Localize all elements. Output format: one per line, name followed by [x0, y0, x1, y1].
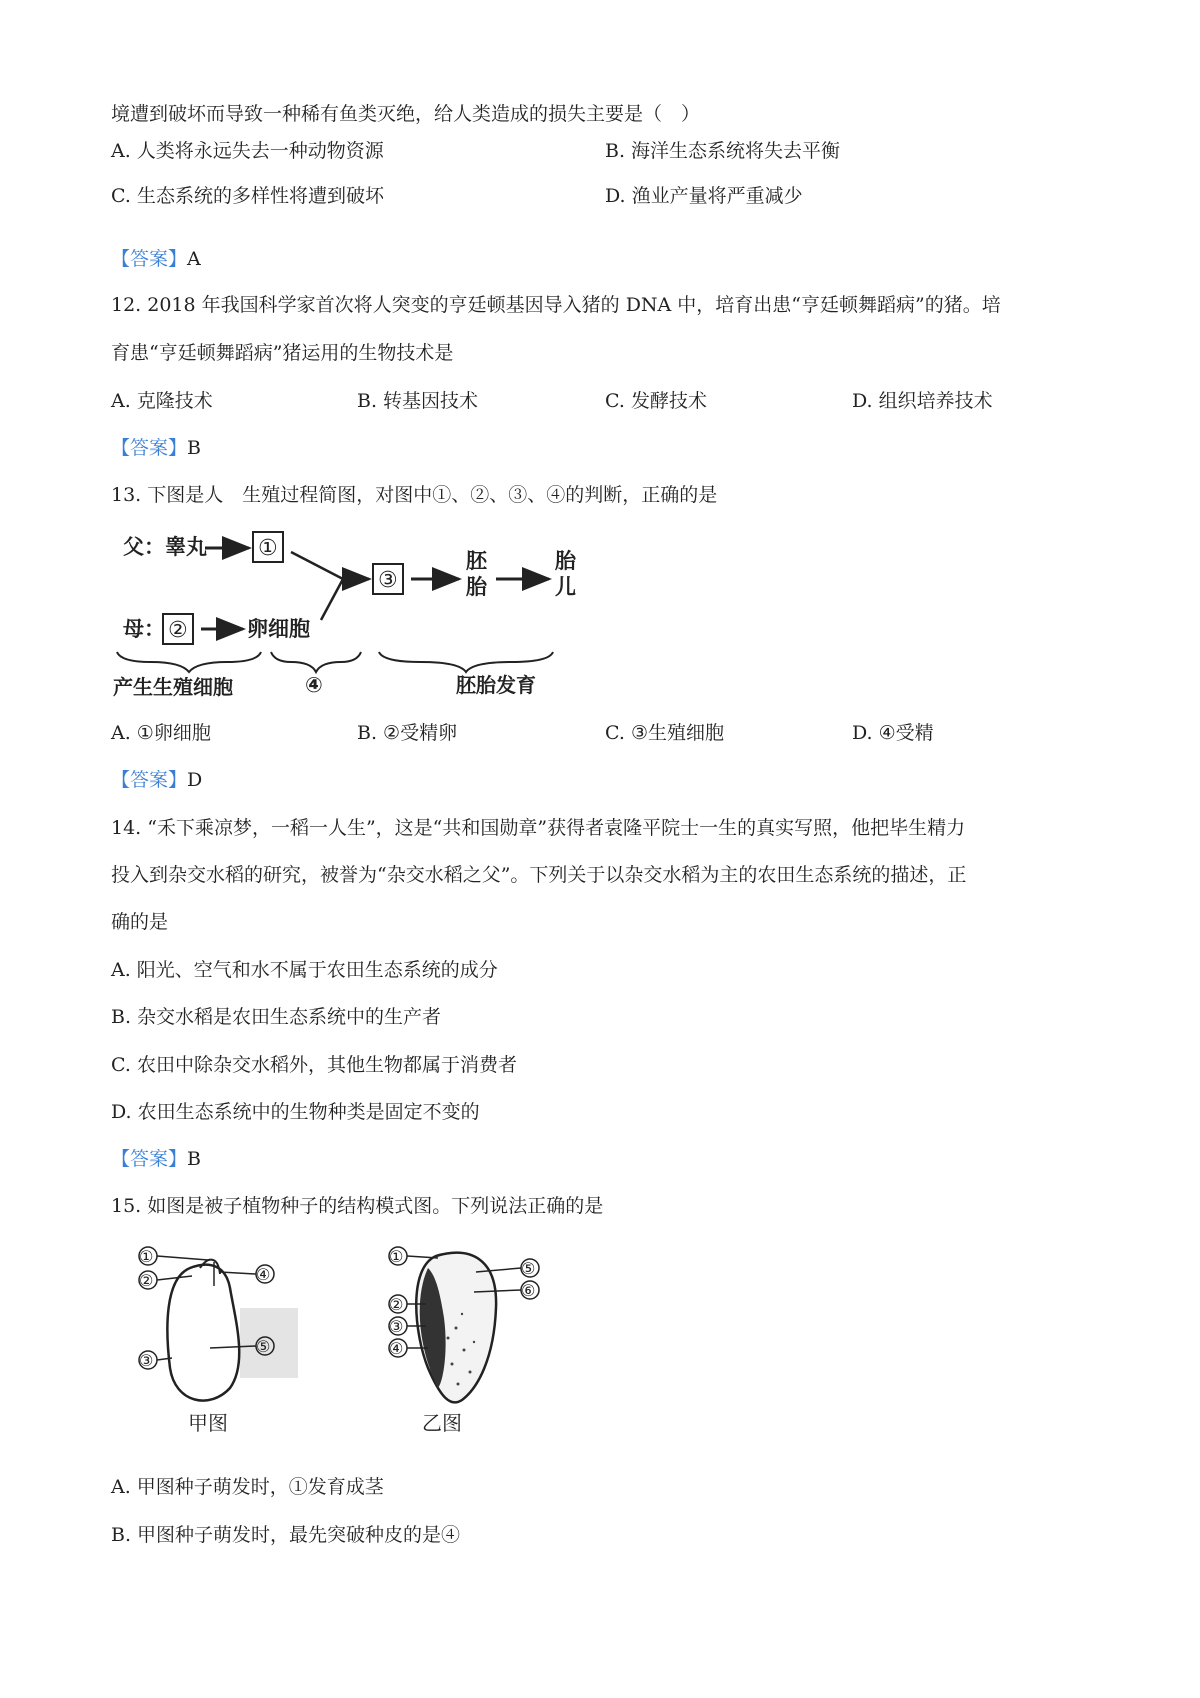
mother-label: 母： — [123, 617, 165, 641]
q14-option-d: D. 农田生态系统中的生物种类是固定不变的 — [111, 1101, 480, 1123]
reproduction-diagram — [111, 520, 591, 700]
q12-option-d: D. 组织培养技术 — [852, 390, 993, 412]
stage-2-label: ④ — [305, 673, 323, 697]
q14-stem-line2: 投入到杂交水稻的研究，被誉为“杂交水稻之父”。下列关于以杂交水稻为主的农田生态系统的描述，正 — [111, 864, 967, 886]
seed-figure-jia — [130, 1238, 300, 1438]
q12-option-c: C. 发酵技术 — [605, 390, 707, 412]
label-1: ① — [389, 1247, 404, 1266]
q15-option-a: A. 甲图种子萌发时，①发育成茎 — [111, 1476, 384, 1498]
fetus-char-2: 儿 — [555, 575, 576, 599]
q11-answer — [111, 246, 201, 272]
answer-tag: 【答案】 — [111, 437, 188, 459]
answer-value: A — [187, 248, 201, 270]
q12-option-b: B. 转基因技术 — [357, 390, 479, 412]
q15-stem: 15. 如图是被子植物种子的结构模式图。下列说法正确的是 — [111, 1195, 604, 1217]
label-2: ② — [389, 1295, 404, 1314]
q14-answer — [111, 1146, 201, 1172]
answer-value: B — [187, 1148, 201, 1170]
embryo-char-2: 胎 — [466, 575, 487, 599]
q14-stem-line1: 14. “禾下乘凉梦，一稻一人生”，这是“共和国勋章”获得者袁隆平院士一生的真实写照，他把毕生精力 — [111, 817, 966, 839]
bean-outline — [167, 1265, 239, 1401]
q14-option-b: B. 杂交水稻是农田生态系统中的生产者 — [111, 1006, 442, 1028]
stage-1-label: 产生生殖细胞 — [113, 675, 233, 699]
q11-option-a: A. 人类将永远失去一种动物资源 — [111, 140, 384, 162]
label-1: ① — [139, 1247, 154, 1266]
seed-caption-jia: 甲图 — [188, 1411, 228, 1435]
label-1: ① — [258, 536, 278, 561]
label-4: ④ — [256, 1265, 271, 1284]
answer-tag: 【答案】 — [111, 248, 188, 270]
q13-answer — [111, 767, 202, 793]
label-3: ③ — [389, 1317, 404, 1336]
q12-answer — [111, 435, 201, 461]
q11-option-c: C. 生态系统的多样性将遭到破坏 — [111, 185, 384, 207]
label-3: ③ — [378, 568, 398, 593]
label-4: ④ — [389, 1339, 404, 1358]
q11-stem-tail: 境遭到破坏而导致一种稀有鱼类灭绝，给人类造成的损失主要是（ ） — [111, 103, 701, 125]
brace-2 — [271, 652, 361, 672]
q13-stem: 13. 下图是人 生殖过程简图，对图中①、②、③、④的判断，正确的是 — [111, 484, 718, 506]
label-5: ⑤ — [521, 1259, 536, 1278]
stage-3-label: 胚胎发育 — [456, 673, 536, 697]
label-6: ⑥ — [521, 1281, 536, 1300]
q13-option-c: C. ③生殖细胞 — [605, 722, 724, 744]
q15-option-b: B. 甲图种子萌发时，最先突破种皮的是④ — [111, 1524, 461, 1546]
q11-option-d: D. 渔业产量将严重减少 — [605, 185, 803, 207]
label-3: ③ — [139, 1351, 154, 1370]
q13-option-a: A. ①卵细胞 — [111, 722, 211, 744]
label-2: ② — [168, 618, 188, 643]
q12-stem-line1: 12. 2018 年我国科学家首次将人突变的亨廷顿基因导入猪的 DNA 中，培育出患“亨廷顿舞蹈病”的猪。培 — [111, 294, 1001, 316]
label-2: ② — [139, 1271, 154, 1290]
answer-tag: 【答案】 — [111, 1148, 188, 1170]
q12-stem-line2: 育患“亨廷顿舞蹈病”猪运用的生物技术是 — [111, 342, 454, 364]
embryo-char-1: 胚 — [466, 549, 487, 573]
answer-value: D — [187, 769, 203, 791]
q14-option-a: A. 阳光、空气和水不属于农田生态系统的成分 — [111, 959, 498, 981]
label-5: ⑤ — [256, 1337, 271, 1356]
brace-3 — [379, 652, 553, 672]
q13-option-b: B. ②受精卵 — [357, 722, 458, 744]
seed-figure-yi — [378, 1238, 548, 1438]
answer-tag: 【答案】 — [111, 769, 188, 791]
q12-option-a: A. 克隆技术 — [111, 390, 213, 412]
q14-stem-line3: 确的是 — [111, 911, 169, 933]
q14-option-c: C. 农田中除杂交水稻外，其他生物都属于消费者 — [111, 1054, 517, 1076]
brace-1 — [117, 652, 261, 672]
father-label: 父：睾丸 — [123, 535, 207, 559]
q13-option-d: D. ④受精 — [852, 722, 934, 744]
seed-caption-yi: 乙图 — [422, 1411, 462, 1435]
egg-label: 卵细胞 — [247, 617, 310, 641]
answer-value: B — [187, 437, 201, 459]
fetus-char-1: 胎 — [555, 549, 576, 573]
q11-option-b: B. 海洋生态系统将失去平衡 — [605, 140, 841, 162]
